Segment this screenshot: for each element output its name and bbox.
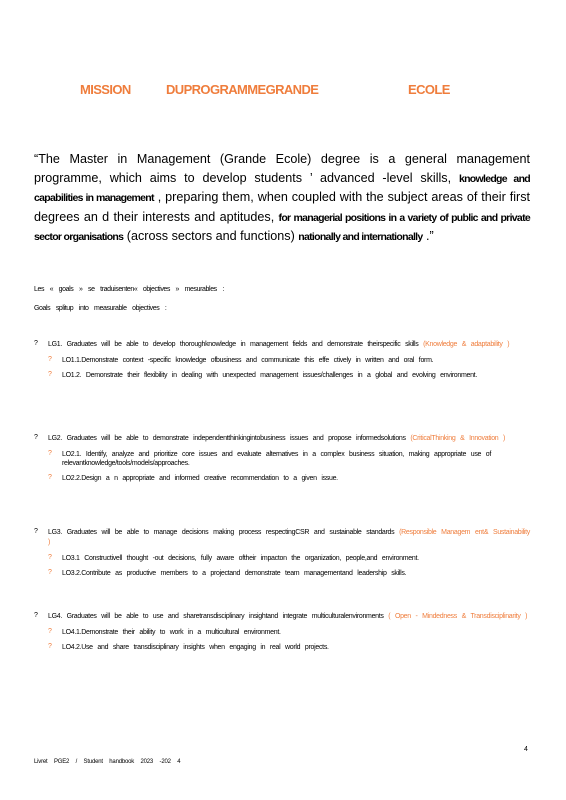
objective-item: ? LO3.1 Constructivell thought -out decisions, fully aware oftheir impacton the organization, people,and environment. [48,554,530,563]
bullet-marker: ? [34,528,38,535]
heading-mission: MISSION [80,82,131,97]
objective-item: ? LO2.1. Identify, analyze and prioritize core issues and evaluate alternatives in a complex business situation, making appropriate use of relevantknowledge/tools/models/approaches. [48,450,530,468]
objective-text: LO2.2.Design a n appropriate and informed creative recommendation to a given issue. [62,475,338,482]
intro-french: Les « goals » se traduisenten« objectives » mesurables : [34,286,224,293]
quote-emphasis-3: nationally and internationally [298,231,423,243]
objective-item: ? LO4.1.Demonstrate their ability to work in a multicultural environment. [48,628,530,637]
objective-item: ? LO1.2. Demonstrate their flexibility in dealing with unexpected management issues/challenges in a global and evolving environment. [48,371,530,380]
quote-emphasis-2: for managerial positions in a variety of public and private sector organisations [34,211,530,243]
heading-ecole: ECOLE [408,82,450,97]
goal-text: LG1. Graduates will be able to develop thoroughknowledge in management fields and demonstrate theirspecific skills [48,341,424,348]
quote-emphasis-1: knowledge and capabilities in management [34,172,531,204]
quote-text-2: , preparing them, when coupled with the subject areas of their first degrees an d their interests and aptitudes, [34,190,530,224]
objective-item: ? LO2.2.Design a n appropriate and informed creative recommendation to a given issue. [48,474,530,483]
objective-text: LO2.1. Identify, analyze and prioritize core issues and evaluate alternatives in a complex business situation, making appropriate use of relevantknowledge/tools/models/approaches. [62,451,492,467]
intro-english: Goals splitup into measurable objectives : [34,305,167,312]
goal-text: LG4. Graduates will be able to use and sharetransdisciplinary insightand integrate multiculturalenvironments [48,613,389,620]
bullet-marker: ? [34,434,38,441]
objective-text: LO3.2.Contribute as productive members to a projectand demonstrate team managementand leadership skills. [62,570,407,577]
goal-text: LG3. Graduates will be able to manage decisions making process respectingCSR and sustainable standards [48,529,400,536]
goal-tag: (Responsible Managem ent& Sustainability ) [48,529,531,546]
learning-goal-2 [34,434,530,483]
objective-text: LO1.1.Demonstrate context -specific knowledge ofbusiness and communicate this effe ctively in written and oral form. [62,357,434,364]
objective-text: LO1.2. Demonstrate their flexibility in dealing with unexpected management issues/challenges in a global and evolving environment. [62,372,477,379]
objective-item: ? LO4.2.Use and share transdisciplinary insights when engaging in real world projects. [48,643,530,652]
bullet-marker: ? [34,612,38,619]
objective-item: ? LO1.1.Demonstrate context -specific knowledge ofbusiness and communicate this effe ctively in written and oral form. [48,356,530,365]
heading-program: DUPROGRAMMEGRANDE [166,82,319,97]
objective-item: ? LO3.2.Contribute as productive members to a projectand demonstrate team managementand leadership skills. [48,569,530,578]
objective-text: LO4.2.Use and share transdisciplinary insights when engaging in real world projects. [62,644,329,651]
page-number: 4 [524,746,528,753]
objective-text: LO3.1 Constructivell thought -out decisions, fully aware oftheir impacton the organization, people,and environment. [62,555,419,562]
mission-quote [34,150,530,247]
quote-text-1: “The Master in Management (Grande Ecole) degree is a general management programme, which aims to develop students ’ advanced -level skills, [34,152,530,185]
learning-goal-4 [34,612,530,652]
page-footer: Livret PGE2 / Student handbook 2023 -202 4 [34,759,181,765]
quote-text-4: .” [422,229,434,243]
bullet-marker: ? [34,340,38,347]
goal-tag: (CriticalThinking & Innovation ) [410,435,506,442]
objective-text: LO4.1.Demonstrate their ability to work in a multicultural environment. [62,629,281,636]
goal-tag: (Knowledge & adaptability ) [423,341,510,348]
goal-tag: ( Open - Mindedness & Transdisciplinarity ) [388,613,528,620]
learning-goal-1 [34,340,530,380]
goal-text: LG2. Graduates will be able to demonstrate independentthinkingintobusiness issues and propose informedsolutions [48,435,411,442]
learning-goal-3 [34,528,530,578]
quote-text-3: (across sectors and functions) [123,229,299,243]
